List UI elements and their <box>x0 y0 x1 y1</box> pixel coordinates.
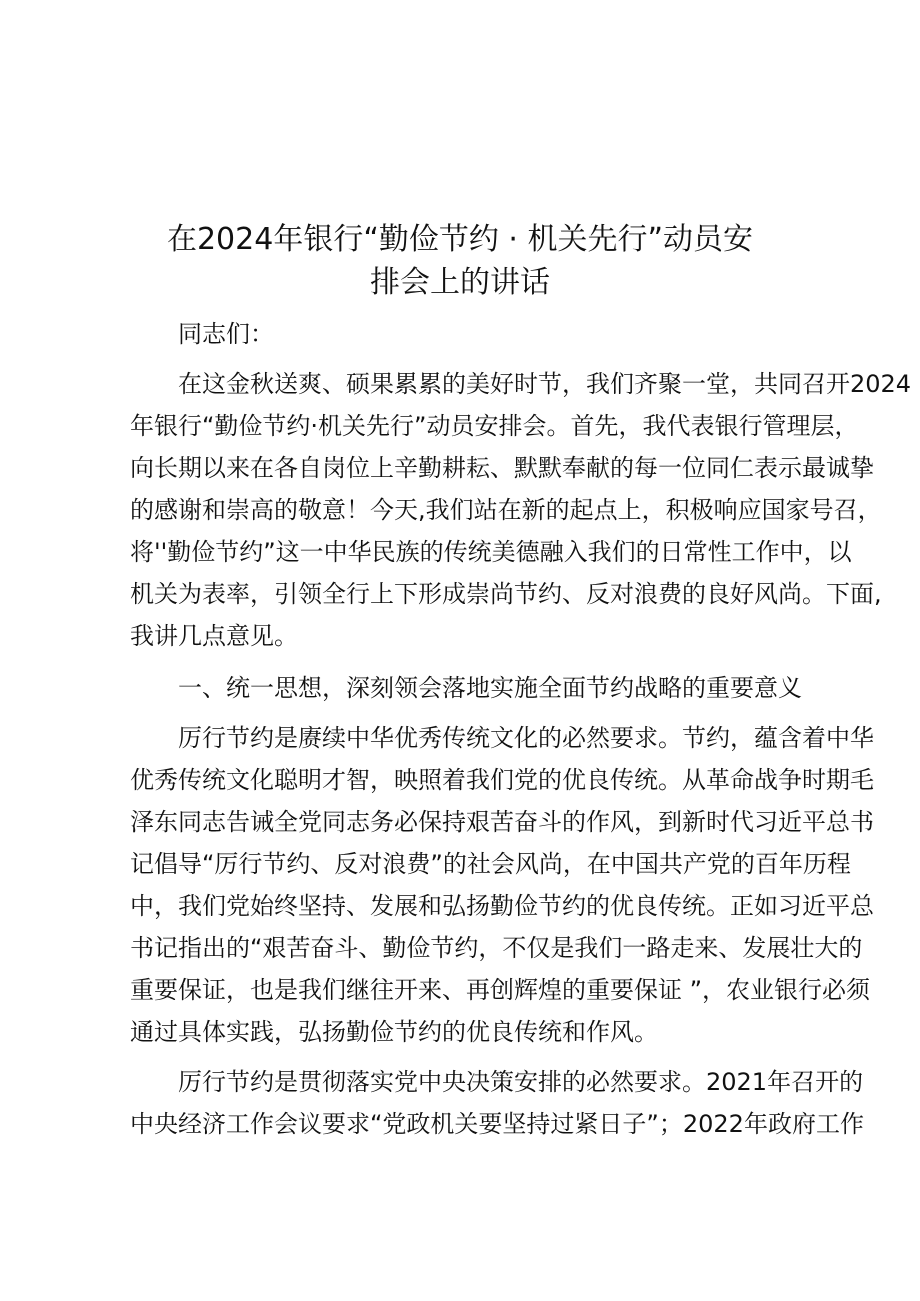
paragraph-line: 机关为表率，引领全行上下形成崇尚节约、反对浪费的良好风尚。下面, <box>130 580 882 608</box>
paragraph-line: 向长期以来在各自岗位上辛勤耕耘、默默奉献的每一位同仁表示最诚挚 <box>130 454 874 482</box>
paragraph-line: 厉行节约是赓续中华优秀传统文化的必然要求。节约，蕴含着中华 <box>178 724 874 752</box>
paragraph-line: 厉行节约是贯彻落实党中央决策安排的必然要求。2021年召开的 <box>178 1068 864 1096</box>
paragraph-line: 记倡导“厉行节约、反对浪费”的社会风尚，在中国共产党的百年历程 <box>130 850 851 878</box>
paragraph-line: 我讲几点意见。 <box>130 622 298 650</box>
document-title-line-2: 排会上的讲话 <box>370 265 550 300</box>
salutation: 同志们： <box>178 320 274 348</box>
document-title-line-1: 在2024年银行“勤俭节约 · 机关先行”动员安 <box>166 222 754 257</box>
paragraph-line: 通过具体实践，弘扬勤俭节约的优良传统和作风。 <box>130 1018 658 1046</box>
paragraph-line: 的感谢和崇高的敬意！今天,我们站在新的起点上，积极响应国家号召， <box>130 496 882 524</box>
paragraph-line: 重要保证，也是我们继往开来、再创辉煌的重要保证 ”，农业银行必须 <box>130 976 871 1004</box>
section-heading: 一、统一思想，深刻领会落地实施全面节约战略的重要意义 <box>178 674 802 702</box>
paragraph-line: 泽东同志告诫全党同志务必保持艰苦奋斗的作风，到新时代习近平总书 <box>130 808 874 836</box>
paragraph-line: 书记指出的“艰苦奋斗、勤俭节约，不仅是我们一路走来、发展壮大的 <box>130 934 863 962</box>
paragraph-line: 优秀传统文化聪明才智，映照着我们党的优良传统。从革命战争时期毛 <box>130 766 874 794</box>
paragraph-line: 中央经济工作会议要求“党政机关要坚持过紧日子”；2022年政府工作 <box>130 1110 864 1138</box>
paragraph-line: 中，我们党始终坚持、发展和弘扬勤俭节约的优良传统。正如习近平总 <box>130 892 874 920</box>
paragraph-line: 在这金秋送爽、硕果累累的美好时节，我们齐聚一堂，共同召开2024 <box>178 370 912 398</box>
paragraph-line: 年银行“勤俭节约·机关先行”动员安排会。首先，我代表银行管理层， <box>130 412 859 440</box>
paragraph-line: 将''勤俭节约”这一中华民族的传统美德融入我们的日常性工作中，以 <box>130 538 852 566</box>
